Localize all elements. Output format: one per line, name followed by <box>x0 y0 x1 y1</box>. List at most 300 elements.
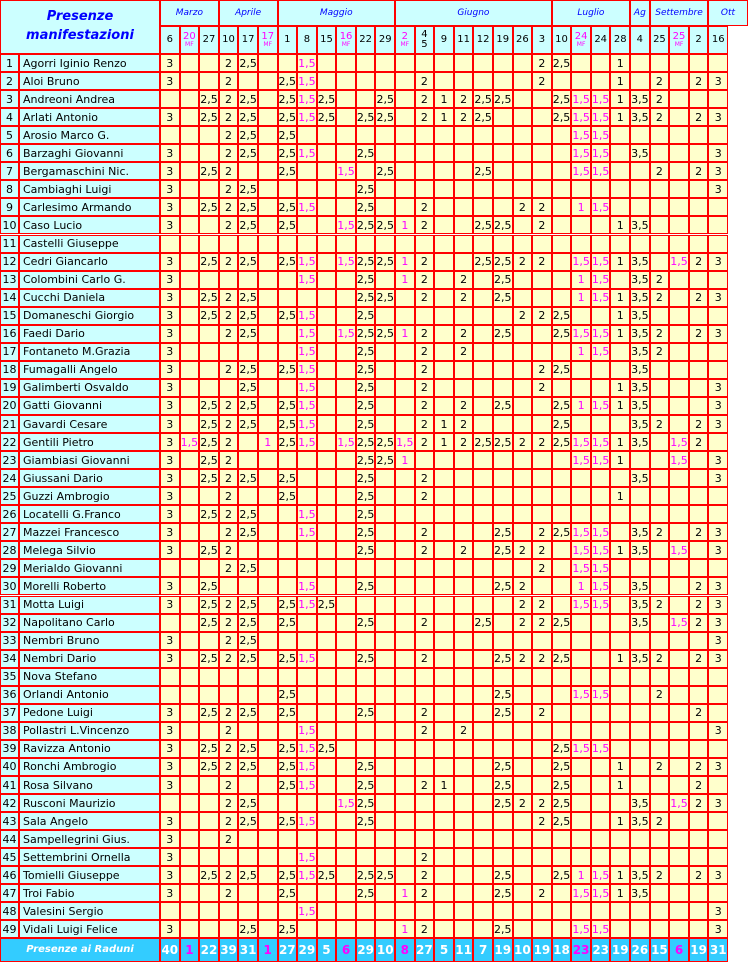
attendance-cell <box>513 487 533 505</box>
total-cell: 22 <box>199 938 219 962</box>
attendance-cell <box>708 884 728 902</box>
attendance-cell <box>571 361 591 379</box>
attendance-cell <box>297 469 317 487</box>
row-number: 49 <box>0 920 19 938</box>
attendance-cell <box>258 198 278 216</box>
total-cell: 18 <box>552 938 572 962</box>
attendance-cell <box>336 577 356 595</box>
row-number: 33 <box>0 632 19 650</box>
attendance-cell <box>571 794 591 812</box>
attendance-cell: 2 <box>532 704 552 722</box>
attendance-cell <box>610 830 630 848</box>
attendance-cell <box>238 271 258 289</box>
attendance-cell: 3 <box>160 343 180 361</box>
attendance-cell <box>591 361 611 379</box>
attendance-cell <box>513 848 533 866</box>
date-day: 8 <box>303 33 311 45</box>
attendance-cell <box>317 469 337 487</box>
attendance-cell <box>473 307 493 325</box>
attendance-cell: 1 <box>434 433 454 451</box>
attendance-cell <box>493 180 513 198</box>
attendance-cell <box>630 704 650 722</box>
attendance-cell <box>669 180 689 198</box>
attendance-cell <box>473 704 493 722</box>
attendance-cell <box>395 559 415 577</box>
attendance-cell <box>258 72 278 90</box>
attendance-cell <box>199 271 219 289</box>
attendance-cell <box>199 126 219 144</box>
attendance-cell <box>650 126 670 144</box>
attendance-cell <box>317 180 337 198</box>
attendance-cell <box>375 180 395 198</box>
attendance-cell <box>532 758 552 776</box>
attendance-cell <box>493 505 513 523</box>
attendance-cell <box>454 812 474 830</box>
attendance-cell <box>375 668 395 686</box>
row-number: 16 <box>0 325 19 343</box>
attendance-cell <box>591 72 611 90</box>
attendance-cell <box>454 126 474 144</box>
attendance-cell <box>297 216 317 234</box>
attendance-cell: 2 <box>532 54 552 72</box>
attendance-cell: 1,5 <box>591 253 611 271</box>
attendance-cell: 2,5 <box>278 740 298 758</box>
attendance-cell: 1,5 <box>591 866 611 884</box>
attendance-cell <box>278 505 298 523</box>
attendance-cell <box>238 577 258 595</box>
attendance-cell: 2 <box>415 523 435 541</box>
attendance-cell <box>708 343 728 361</box>
attendance-cell <box>650 902 670 920</box>
attendance-cell <box>454 830 474 848</box>
attendance-cell <box>669 830 689 848</box>
attendance-cell <box>434 523 454 541</box>
attendance-cell: 2,5 <box>199 162 219 180</box>
attendance-cell <box>513 415 533 433</box>
attendance-cell <box>708 812 728 830</box>
attendance-cell <box>180 668 200 686</box>
attendance-cell <box>532 830 552 848</box>
attendance-cell: 2,5 <box>199 198 219 216</box>
participant-name: Tomielli Giuseppe <box>19 866 160 884</box>
attendance-cell: 2,5 <box>317 596 337 614</box>
attendance-cell <box>278 180 298 198</box>
attendance-cell <box>630 686 650 704</box>
attendance-cell: 1 <box>610 72 630 90</box>
attendance-cell <box>532 289 552 307</box>
attendance-cell <box>180 812 200 830</box>
total-cell: 1 <box>258 938 278 962</box>
total-cell: 26 <box>630 938 650 962</box>
row-number: 34 <box>0 650 19 668</box>
attendance-cell: 1 <box>610 253 630 271</box>
attendance-cell <box>493 614 513 632</box>
attendance-cell <box>493 162 513 180</box>
attendance-cell <box>454 902 474 920</box>
attendance-cell <box>532 325 552 343</box>
attendance-cell <box>395 686 415 704</box>
attendance-cell: 2,5 <box>493 577 513 595</box>
attendance-cell <box>160 559 180 577</box>
attendance-cell: 3,5 <box>630 271 650 289</box>
date-header <box>336 26 356 54</box>
attendance-cell: 2,5 <box>356 361 376 379</box>
attendance-cell: 2,5 <box>356 343 376 361</box>
attendance-cell: 2,5 <box>199 704 219 722</box>
attendance-cell <box>630 126 650 144</box>
attendance-cell: 3 <box>160 632 180 650</box>
attendance-cell <box>317 379 337 397</box>
attendance-cell: 2,5 <box>493 650 513 668</box>
attendance-cell: 1,5 <box>297 505 317 523</box>
attendance-cell: 1,5 <box>336 162 356 180</box>
row-number: 36 <box>0 686 19 704</box>
attendance-cell <box>650 216 670 234</box>
participant-name: Faedi Dario <box>19 325 160 343</box>
attendance-cell: 2,5 <box>199 451 219 469</box>
participant-name: Gavardi Cesare <box>19 415 160 433</box>
attendance-cell <box>532 397 552 415</box>
attendance-cell: 1,5 <box>297 90 317 108</box>
attendance-cell <box>180 523 200 541</box>
attendance-cell: 3,5 <box>630 397 650 415</box>
attendance-cell <box>258 812 278 830</box>
attendance-cell: 1,5 <box>591 325 611 343</box>
attendance-cell <box>689 451 709 469</box>
attendance-cell <box>650 180 670 198</box>
attendance-cell <box>532 162 552 180</box>
attendance-cell <box>180 614 200 632</box>
attendance-cell <box>199 830 219 848</box>
attendance-cell <box>375 54 395 72</box>
attendance-cell <box>630 758 650 776</box>
attendance-cell <box>454 487 474 505</box>
attendance-cell: 1,5 <box>591 451 611 469</box>
attendance-cell <box>434 541 454 559</box>
row-number: 43 <box>0 812 19 830</box>
attendance-cell <box>336 198 356 216</box>
attendance-cell: 1,5 <box>571 523 591 541</box>
attendance-cell: 2 <box>689 289 709 307</box>
attendance-cell: 2,5 <box>278 704 298 722</box>
attendance-cell <box>434 650 454 668</box>
attendance-cell <box>395 180 415 198</box>
attendance-cell: 3 <box>160 198 180 216</box>
attendance-cell <box>473 650 493 668</box>
attendance-cell: 2 <box>454 433 474 451</box>
attendance-cell: 2 <box>650 343 670 361</box>
attendance-cell <box>571 722 591 740</box>
attendance-cell <box>415 830 435 848</box>
participant-name: Giussani Dario <box>19 469 160 487</box>
attendance-cell <box>180 650 200 668</box>
attendance-cell <box>415 126 435 144</box>
attendance-cell: 2,5 <box>493 523 513 541</box>
attendance-cell: 2,5 <box>356 451 376 469</box>
attendance-cell <box>278 902 298 920</box>
attendance-cell: 3 <box>160 162 180 180</box>
attendance-cell: 2,5 <box>238 812 258 830</box>
attendance-cell: 3,5 <box>630 812 650 830</box>
date-suffix: MF <box>263 41 273 49</box>
attendance-cell: 3,5 <box>630 361 650 379</box>
attendance-cell <box>513 144 533 162</box>
attendance-cell <box>375 361 395 379</box>
date-suffix: 5 <box>421 39 428 50</box>
attendance-cell <box>532 722 552 740</box>
attendance-cell <box>650 884 670 902</box>
attendance-cell <box>434 686 454 704</box>
attendance-cell: 2 <box>689 704 709 722</box>
attendance-cell: 2,5 <box>238 144 258 162</box>
attendance-cell <box>669 144 689 162</box>
attendance-cell: 1 <box>434 90 454 108</box>
attendance-cell <box>669 162 689 180</box>
attendance-cell <box>317 902 337 920</box>
attendance-cell <box>258 415 278 433</box>
attendance-cell <box>395 541 415 559</box>
attendance-cell <box>689 902 709 920</box>
attendance-cell: 1 <box>610 650 630 668</box>
attendance-cell <box>297 559 317 577</box>
attendance-cell: 2 <box>415 253 435 271</box>
attendance-cell: 2,5 <box>356 541 376 559</box>
attendance-cell: 2,5 <box>552 90 572 108</box>
attendance-cell <box>434 235 454 253</box>
attendance-cell: 2,5 <box>375 866 395 884</box>
attendance-cell <box>513 271 533 289</box>
attendance-cell <box>473 812 493 830</box>
attendance-cell: 2,5 <box>552 433 572 451</box>
attendance-cell <box>317 776 337 794</box>
attendance-cell: 2 <box>415 379 435 397</box>
attendance-cell <box>532 632 552 650</box>
attendance-cell <box>160 794 180 812</box>
attendance-cell: 2 <box>689 596 709 614</box>
attendance-cell: 1,5 <box>591 577 611 595</box>
attendance-cell <box>571 830 591 848</box>
participant-name: Agorri Iginio Renzo <box>19 54 160 72</box>
attendance-cell: 3 <box>160 812 180 830</box>
attendance-cell: 2,5 <box>356 397 376 415</box>
attendance-cell: 2,5 <box>493 920 513 938</box>
attendance-cell <box>238 848 258 866</box>
attendance-cell <box>258 559 278 577</box>
attendance-cell: 3 <box>708 162 728 180</box>
attendance-cell: 2,5 <box>356 469 376 487</box>
attendance-cell: 3 <box>160 379 180 397</box>
attendance-cell: 2,5 <box>199 596 219 614</box>
attendance-cell <box>454 235 474 253</box>
attendance-cell: 1,5 <box>571 90 591 108</box>
attendance-cell <box>258 469 278 487</box>
attendance-cell: 2 <box>513 650 533 668</box>
attendance-cell: 2 <box>219 216 239 234</box>
attendance-cell: 1,5 <box>591 90 611 108</box>
attendance-cell <box>238 235 258 253</box>
total-cell: 19 <box>689 938 709 962</box>
attendance-cell <box>180 830 200 848</box>
attendance-cell: 2,5 <box>238 289 258 307</box>
attendance-cell <box>689 559 709 577</box>
attendance-cell <box>375 686 395 704</box>
attendance-cell: 2 <box>415 361 435 379</box>
attendance-cell <box>375 541 395 559</box>
attendance-cell: 2 <box>415 72 435 90</box>
month-header: Aprile <box>219 0 278 26</box>
date-day: 16 <box>339 30 353 42</box>
attendance-cell: 2,5 <box>552 650 572 668</box>
attendance-cell: 2,5 <box>552 325 572 343</box>
attendance-cell <box>708 126 728 144</box>
attendance-cell <box>650 614 670 632</box>
attendance-cell: 1,5 <box>297 54 317 72</box>
total-cell: 29 <box>356 938 376 962</box>
attendance-cell: 3 <box>708 180 728 198</box>
attendance-cell <box>513 361 533 379</box>
attendance-cell: 1 <box>571 397 591 415</box>
total-cell: 31 <box>238 938 258 962</box>
attendance-cell: 1,5 <box>297 397 317 415</box>
total-cell: 1 <box>180 938 200 962</box>
attendance-cell <box>610 271 630 289</box>
participant-name: Settembrini Ornella <box>19 848 160 866</box>
attendance-cell: 1,5 <box>297 722 317 740</box>
attendance-cell <box>395 758 415 776</box>
attendance-cell <box>395 614 415 632</box>
attendance-cell <box>160 902 180 920</box>
row-number: 15 <box>0 307 19 325</box>
attendance-cell <box>571 902 591 920</box>
attendance-cell: 2,5 <box>493 794 513 812</box>
attendance-cell: 3 <box>160 920 180 938</box>
attendance-cell: 2,5 <box>473 90 493 108</box>
attendance-cell <box>669 758 689 776</box>
attendance-cell: 2,5 <box>375 325 395 343</box>
attendance-cell <box>532 343 552 361</box>
date-day: 28 <box>613 33 627 45</box>
attendance-cell <box>395 650 415 668</box>
attendance-cell: 1,5 <box>336 325 356 343</box>
attendance-cell <box>650 361 670 379</box>
attendance-cell: 3 <box>708 596 728 614</box>
attendance-cell <box>434 469 454 487</box>
attendance-cell <box>317 397 337 415</box>
attendance-cell <box>317 162 337 180</box>
attendance-cell <box>493 812 513 830</box>
attendance-cell <box>689 487 709 505</box>
attendance-cell: 3 <box>160 325 180 343</box>
attendance-cell <box>180 722 200 740</box>
attendance-cell: 2 <box>415 776 435 794</box>
row-number: 30 <box>0 577 19 595</box>
attendance-cell: 2,5 <box>238 704 258 722</box>
attendance-cell <box>317 325 337 343</box>
attendance-cell <box>669 90 689 108</box>
attendance-cell: 3,5 <box>630 433 650 451</box>
total-cell: 10 <box>375 938 395 962</box>
attendance-cell: 2,5 <box>238 632 258 650</box>
attendance-cell <box>278 271 298 289</box>
date-header <box>571 26 591 54</box>
date-day: 17 <box>261 30 275 42</box>
attendance-cell: 2 <box>415 108 435 126</box>
attendance-cell: 2 <box>454 722 474 740</box>
attendance-cell <box>650 920 670 938</box>
attendance-cell <box>356 740 376 758</box>
date-header <box>493 26 513 54</box>
attendance-cell <box>591 632 611 650</box>
attendance-cell <box>532 686 552 704</box>
attendance-cell: 1,5 <box>669 433 689 451</box>
month-header: Giugno <box>395 0 552 26</box>
attendance-cell: 2,5 <box>278 920 298 938</box>
date-suffix: MF <box>185 41 194 49</box>
attendance-cell <box>336 307 356 325</box>
attendance-cell: 1 <box>610 812 630 830</box>
total-cell: 39 <box>219 938 239 962</box>
attendance-cell: 2,5 <box>356 253 376 271</box>
attendance-cell <box>454 776 474 794</box>
attendance-cell <box>650 577 670 595</box>
attendance-cell <box>610 162 630 180</box>
attendance-cell <box>610 848 630 866</box>
attendance-cell <box>180 253 200 271</box>
attendance-cell <box>160 614 180 632</box>
attendance-cell <box>532 577 552 595</box>
attendance-cell <box>434 559 454 577</box>
attendance-cell <box>571 235 591 253</box>
attendance-cell <box>434 830 454 848</box>
attendance-cell: 2 <box>415 343 435 361</box>
attendance-cell <box>199 343 219 361</box>
attendance-cell <box>278 343 298 361</box>
attendance-cell <box>650 668 670 686</box>
attendance-cell: 1,5 <box>297 848 317 866</box>
attendance-cell <box>199 235 219 253</box>
attendance-cell: 1,5 <box>669 253 689 271</box>
attendance-cell: 2,5 <box>238 614 258 632</box>
date-header <box>532 26 552 54</box>
attendance-cell: 2,5 <box>238 740 258 758</box>
attendance-cell: 1,5 <box>297 144 317 162</box>
attendance-cell: 2,5 <box>199 541 219 559</box>
attendance-cell: 1,5 <box>591 397 611 415</box>
attendance-cell: 2,5 <box>473 253 493 271</box>
attendance-cell: 2 <box>219 776 239 794</box>
participant-name: Giambiasi Giovanni <box>19 451 160 469</box>
attendance-cell: 2,5 <box>238 253 258 271</box>
attendance-cell <box>454 559 474 577</box>
attendance-cell: 3,5 <box>630 596 650 614</box>
participant-name: Napolitano Carlo <box>19 614 160 632</box>
attendance-cell <box>258 505 278 523</box>
attendance-cell <box>689 379 709 397</box>
attendance-cell: 2,5 <box>238 54 258 72</box>
attendance-cell <box>395 596 415 614</box>
attendance-cell: 2,5 <box>199 108 219 126</box>
participant-name: Rusconi Maurizio <box>19 794 160 812</box>
participant-name: Sala Angelo <box>19 812 160 830</box>
attendance-cell <box>317 614 337 632</box>
attendance-cell <box>513 90 533 108</box>
attendance-cell: 3 <box>708 920 728 938</box>
attendance-cell <box>454 848 474 866</box>
attendance-cell <box>336 72 356 90</box>
attendance-cell: 1,5 <box>297 253 317 271</box>
attendance-cell <box>473 559 493 577</box>
attendance-cell: 3 <box>708 108 728 126</box>
